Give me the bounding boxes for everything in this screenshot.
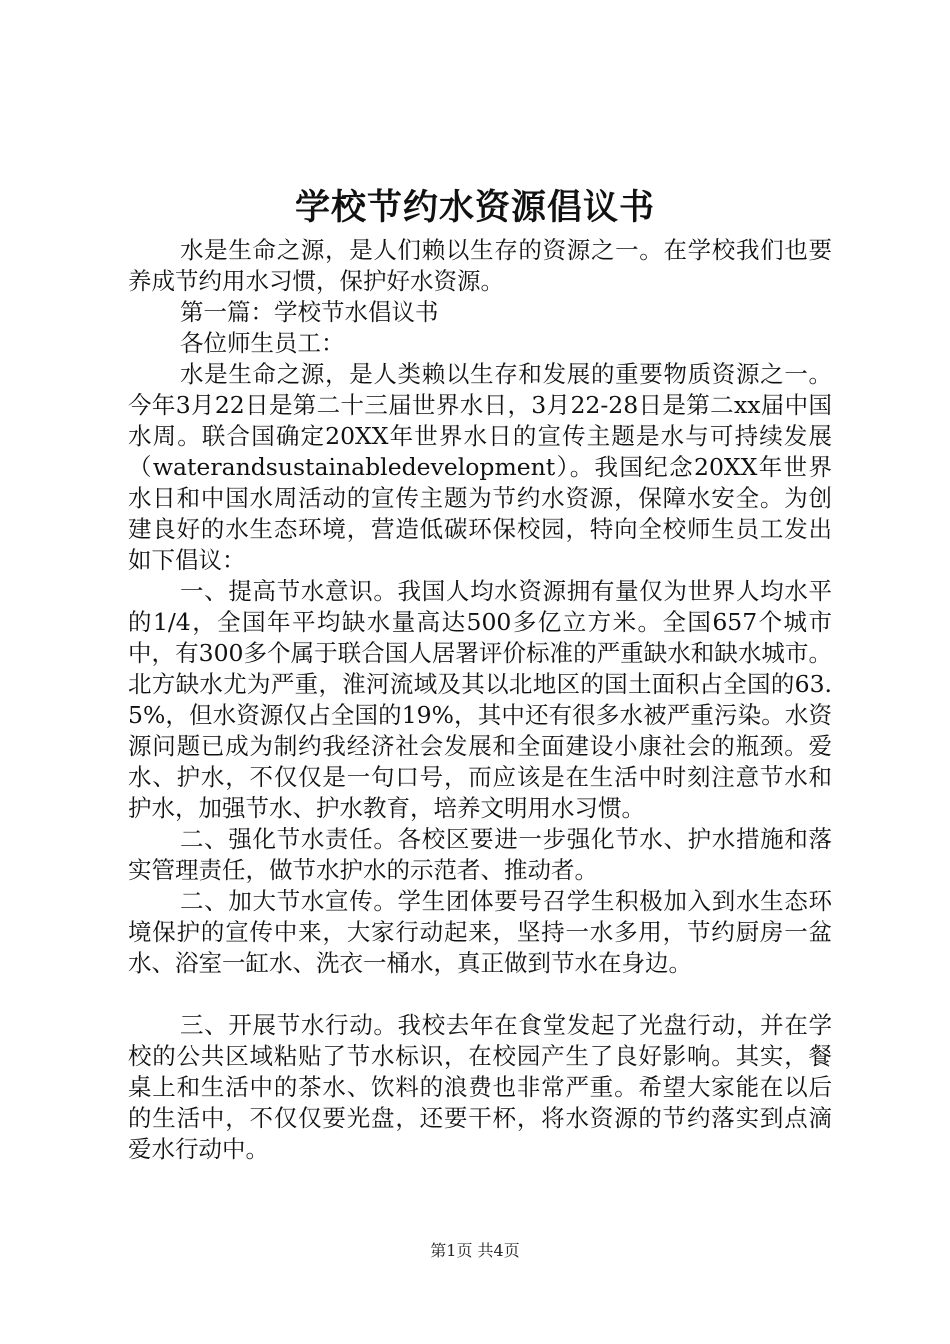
paragraph-point-publicity: 二、加大节水宣传。学生团体要号召学生积极加入到水生态环境保护的宣传中来，大家行动起来，坚持一水多用，节约厨房一盆水、浴室一缸水、洗衣一桶水，真正做到节水在身边。 — [128, 887, 832, 977]
document-body — [128, 235, 832, 1165]
paragraph-intro: 水是生命之源，是人们赖以生存的资源之一。在学校我们也要养成节约用水习惯，保护好水资源。 — [128, 236, 832, 295]
page-number-footer: 第1页 共4页 — [430, 1241, 520, 1260]
paragraph-salutation: 各位师生员工： — [180, 329, 345, 357]
paragraph-point-awareness: 一、提高节水意识。我国人均水资源拥有量仅为世界人均水平的1/4，全国年平均缺水量高达500多亿立方米。全国657个城市中，有300多个属于联合国人居署评价标准的严重缺水和缺水城市。北方缺水尤为严重，淮河流域及其以北地区的国土面积占全国的63.5%，但水资源仅占全国的19%，其中还有很多水被严重污染。水资源问题已成为制约我经济社会发展和全面建设小康社会的瓶颈。爱水、护水，不仅仅是一句口号，而应该是在生活中时刻注意节水和护水，加强节水、护水教育，培养文明用水习惯。 — [128, 577, 832, 822]
paragraph-background: 水是生命之源，是人类赖以生存和发展的重要物质资源之一。今年3月22日是第二十三届世界水日，3月22-28日是第二xx届中国水周。联合国确定20XX年世界水日的宣传主题是水与可持续发展（waterandsustainabledevelopment）。我国纪念20XX年世界水日和中国水周活动的宣传主题为节约水资源，保障水安全。为创建良好的水生态环境，营造低碳环保校园，特向全校师生员工发出如下倡议： — [128, 360, 832, 574]
paragraph-point-responsibility: 二、强化节水责任。各校区要进一步强化节水、护水措施和落实管理责任，做节水护水的示范者、推动者。 — [128, 825, 832, 884]
paragraph-chapter-heading: 第一篇：学校节水倡议书 — [180, 298, 439, 326]
paragraph-point-action: 三、开展节水行动。我校去年在食堂发起了光盘行动，并在学校的公共区域粘贴了节水标识，在校园产生了良好影响。其实，餐桌上和生活中的茶水、饮料的浪费也非常严重。希望大家能在以后的生活中，不仅仅要光盘，还要干杯，将水资源的节约落实到点滴爱水行动中。 — [128, 1011, 832, 1163]
document-title: 学校节约水资源倡议书 — [294, 187, 655, 228]
